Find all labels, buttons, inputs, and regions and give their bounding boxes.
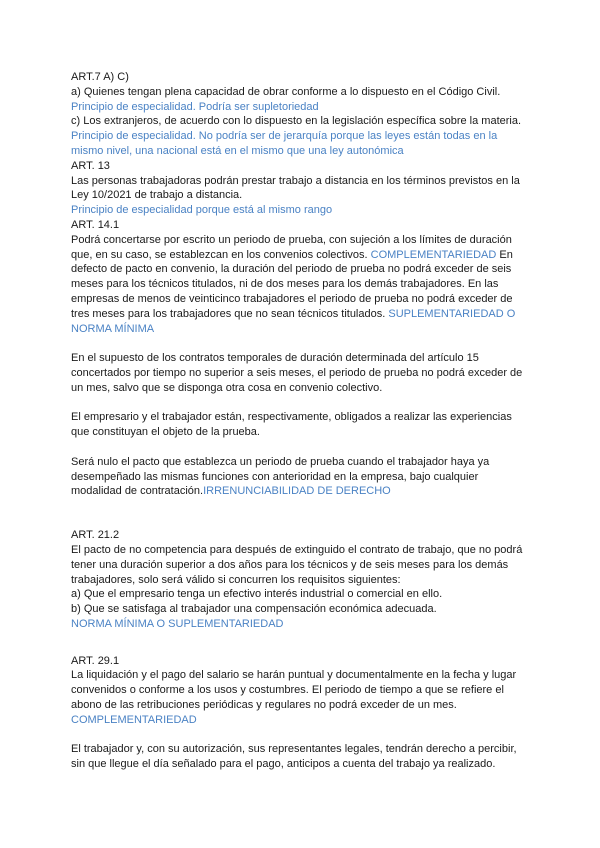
annotation-note: SUPLEMENTARIEDAD O bbox=[388, 307, 516, 320]
article-heading: ART.7 A) C) bbox=[71, 71, 129, 83]
body-text: que constituyan el objeto de la prueba. bbox=[71, 426, 260, 439]
annotation-note: Principio de especialidad porque está al mismo rango bbox=[71, 204, 333, 217]
body-text: a) Quienes tengan plena capacidad de obrar conforme a lo dispuesto en el Código Civil. bbox=[71, 85, 501, 98]
annotation-note: IRRENUNCIABILIDAD DE DERECHO bbox=[203, 485, 391, 498]
annotation-note: Principio de especialidad. No podría ser de jerarquía porque las leyes están todas en la bbox=[71, 130, 498, 143]
paragraph-gap bbox=[71, 728, 531, 743]
paragraph-gap bbox=[71, 632, 531, 654]
article-heading: ART. 13 bbox=[71, 159, 110, 172]
annotation-note: NORMA MÍNIMA O SUPLEMENTARIEDAD bbox=[71, 617, 284, 630]
annotation-note: Principio de especialidad. Podría ser supletoriedad bbox=[71, 100, 319, 113]
body-text: Las personas trabajadoras podrán prestar trabajo a distancia en los términos previstos en la bbox=[71, 174, 520, 187]
body-text: c) Los extranjeros, de acuerdo con lo dispuesto en la legislación específica sobre la materia. bbox=[71, 115, 522, 128]
body-text: a) Que el empresario tenga un efectivo interés industrial o comercial en ello. bbox=[71, 588, 443, 601]
paragraph-gap bbox=[71, 440, 531, 455]
annotation-note: NORMA MÍNIMA bbox=[71, 322, 155, 335]
article-heading: ART. 29.1 bbox=[71, 654, 120, 667]
body-text: En el supuesto de los contratos temporales de duración determinada del artículo 15 bbox=[71, 352, 479, 365]
body-text: abono de las retribuciones periódicas y regulares no podrá exceder de un mes. bbox=[71, 699, 457, 712]
body-text: El trabajador y, con su autorización, sus representantes legales, tendrán derecho a percibir, bbox=[71, 743, 517, 756]
body-text: El pacto de no competencia para después de extinguido el contrato de trabajo, que no podrá bbox=[71, 543, 523, 556]
body-text: El empresario y el trabajador están, respectivamente, obligados a realizar las experiencias bbox=[71, 411, 512, 424]
body-text bbox=[71, 484, 531, 499]
annotation-note: COMPLEMENTARIEDAD bbox=[370, 248, 497, 261]
body-text: sin que llegue el día señalado para el pago, anticipos a cuenta del trabajo ya realizado. bbox=[71, 758, 496, 771]
body-text: convenidos o conforme a los usos y costumbres. El periodo de tiempo a que se refiere el bbox=[71, 684, 504, 697]
body-text: empresas de menos de veinticinco trabajadores el periodo de prueba no podrá exceder de bbox=[71, 292, 513, 305]
body-text bbox=[71, 248, 531, 263]
body-text-segment: En bbox=[496, 248, 513, 261]
body-text: desempeñado las mismas funciones con anterioridad en la empresa, bajo cualquier bbox=[71, 470, 479, 483]
body-text: meses para los técnicos titulados, ni de dos meses para los demás trabajadores. En las bbox=[71, 278, 499, 291]
body-text: Será nulo el pacto que establezca un periodo de prueba cuando el trabajador haya ya bbox=[71, 455, 490, 468]
body-text: tener una duración superior a dos años para los técnicos y de seis meses para los demás bbox=[71, 558, 509, 571]
section-gap bbox=[71, 499, 531, 528]
article-heading: ART. 21.2 bbox=[71, 529, 120, 542]
document-page bbox=[71, 70, 531, 772]
body-text: trabajadores, solo será válido si concurren los requisitos siguientes: bbox=[71, 573, 401, 586]
annotation-note: mismo nivel, una nacional está en el mismo que una ley autonómica bbox=[71, 144, 404, 157]
body-text: un mes, salvo que se disponga otra cosa en convenio colectivo. bbox=[71, 381, 383, 394]
body-text: concertados por tiempo no superior a seis meses, el periodo de prueba no podrá exceder de bbox=[71, 366, 523, 379]
body-text: La liquidación y el pago del salario se harán puntual y documentalmente en la fecha y lugar bbox=[71, 669, 517, 682]
paragraph-gap bbox=[71, 336, 531, 351]
body-text: Ley 10/2021 de trabajo a distancia. bbox=[71, 189, 243, 202]
body-text: b) Que se satisfaga al trabajador una compensación económica adecuada. bbox=[71, 603, 437, 616]
body-text: Podrá concertarse por escrito un periodo de prueba, con sujeción a los límites de duración bbox=[71, 233, 512, 246]
article-heading: ART. 14.1 bbox=[71, 218, 120, 231]
body-text bbox=[71, 307, 531, 322]
body-text-segment: tres meses para los trabajadores que no sean técnicos titulados. bbox=[71, 307, 389, 320]
annotation-note: COMPLEMENTARIEDAD bbox=[71, 713, 197, 726]
body-text: defecto de pacto en convenio, la duración del periodo de prueba no podrá exceder de seis bbox=[71, 263, 512, 276]
body-text-segment: modalidad de contratación. bbox=[71, 485, 204, 498]
paragraph-gap bbox=[71, 396, 531, 411]
body-text-segment: que, en su caso, se establezcan en los convenios colectivos. bbox=[71, 248, 371, 261]
